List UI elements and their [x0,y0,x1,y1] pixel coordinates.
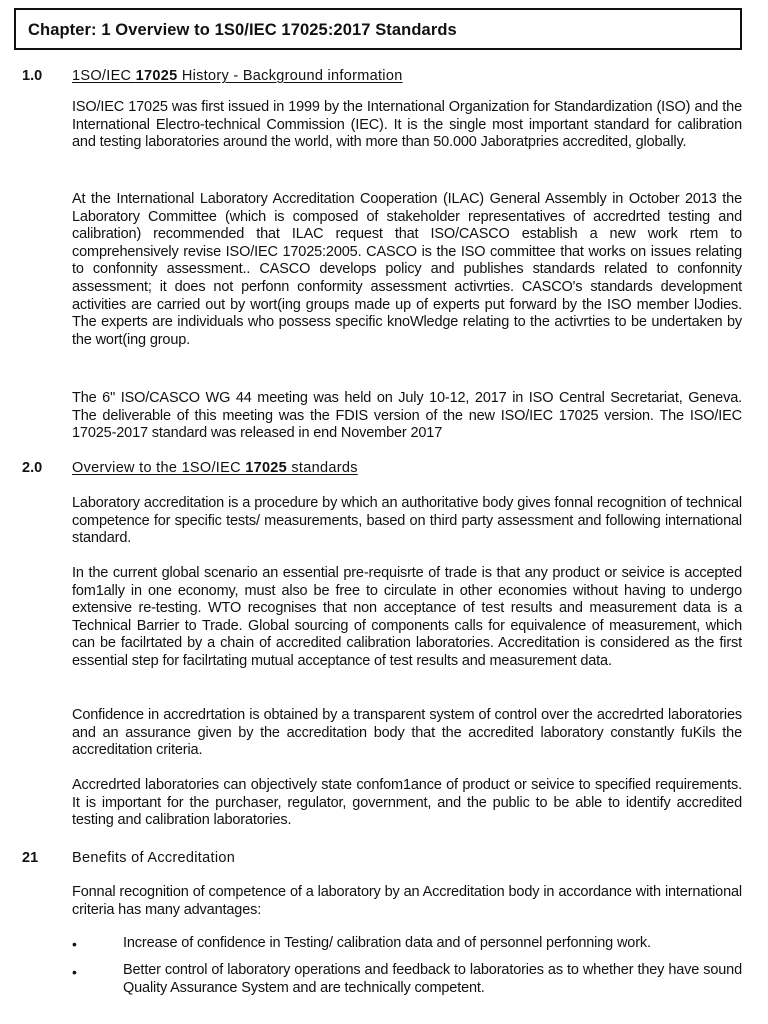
paragraph: At the International Laboratory Accreditation Cooperation (ILAC) General Assembly in October 2013 the Laboratory Committee (which is composed of stakeholder representatives of accredrted testing and calibration) recommended that ILAC request that ISO/CASCO establish a new work rtem to comprehensively revise ISO/IEC 17025:2005. CASCO is the ISO committee that works on issues relating to confonnity assessment.. CASCO develops policy and publishes standards related to confonnity assessment; it does not perfonn conformity assessment activrties. CASCO's standards development activities are carried out by wort(ing groups made up of experts put forward by the ISO member lJodies. The experts are individuals who possess specific knoWledge relating to the activrties to be undertaken by the wort(ing group. [72,191,742,348]
bullet-icon: • [72,936,77,952]
section-title: Benefits of Accreditation [72,850,236,866]
chapter-header-box [14,8,742,50]
section-title [72,68,403,84]
paragraph: Confidence in accredrtation is obtained by a transparent system of control over the accredrted laboratories and an assurance given by the accreditation body that the accredited laboratory constantly fuKils the accreditation criteria. [72,707,742,759]
section-title-pre: 1SO/IEC [72,68,136,84]
paragraph: Fonnal recognition of competence of a laboratory by an Accreditation body in accordance with international criteria has many advantages: [72,884,742,918]
section-title [72,460,358,476]
paragraph: The 6" ISO/CASCO WG 44 meeting was held on July 10-12, 2017 in ISO Central Secretariat, Geneva. The deliverable of this meeting was the FDIS version of the new ISO/IEC 17025 version. The ISO/IEC 17025-2017 standard was released in end November 2017 [72,390,742,442]
section-number: 1.0 [22,68,43,84]
paragraph: ISO/IEC 17025 was first issued in 1999 by the International Organization for Standardization (ISO) and the International Electro-technical Commission (IEC). It is the single most important standard for calibration and testing laboratories around the world, with more than 50.000 Jaboratpries accredited, globally. [72,99,742,151]
section-title-post: History - Background information [177,68,403,84]
section-title-bold: 17025 [245,460,288,476]
chapter-title: Chapter: 1 Overview to 1S0/IEC 17025:2017 Standards [28,21,457,39]
list-item: Better control of laboratory operations and feedback to laboratories as to whether they have sound Quality Assurance System and are technically competent. [123,962,742,996]
section-number: 2.0 [22,460,43,476]
section-title-post: standards [287,460,358,476]
paragraph: Laboratory accreditation is a procedure by which an authoritative body gives fonnal recognition of technical competence for specific tests/ measurements, based on third party assessment and following international standard. [72,495,742,547]
bullet-icon: • [72,964,77,980]
paragraph: In the current global scenario an essential pre-requisrte of trade is that any product or seivice is accepted fom1ally in one economy, must also be free to circulate in other economies without having to undergo extensive re-testing. WTO recognises that non acceptance of test results and measurement data is a Technical Barrier to Trade. Global sourcing of components calls for equivalence of measurement, which can be facilrtated by a chain of accredited calibration laboratories. Accreditation is considered as the first essential step for facilrtating mutual acceptance of test results and measurement data. [72,565,742,669]
section-title-bold: 17025 [135,68,178,84]
section-title-pre: Overview to the 1SO/IEC [72,460,246,476]
list-item: Increase of confidence in Testing/ calibration data and of personnel perfonning work. [123,935,651,951]
section-number: 21 [22,850,39,866]
paragraph: Accredrted laboratories can objectively state confom1ance of product or seivice to specified requirements. It is important for the purchaser, regulator, government, and the public to be able to identify accredited testing and calibration laboratories. [72,777,742,829]
